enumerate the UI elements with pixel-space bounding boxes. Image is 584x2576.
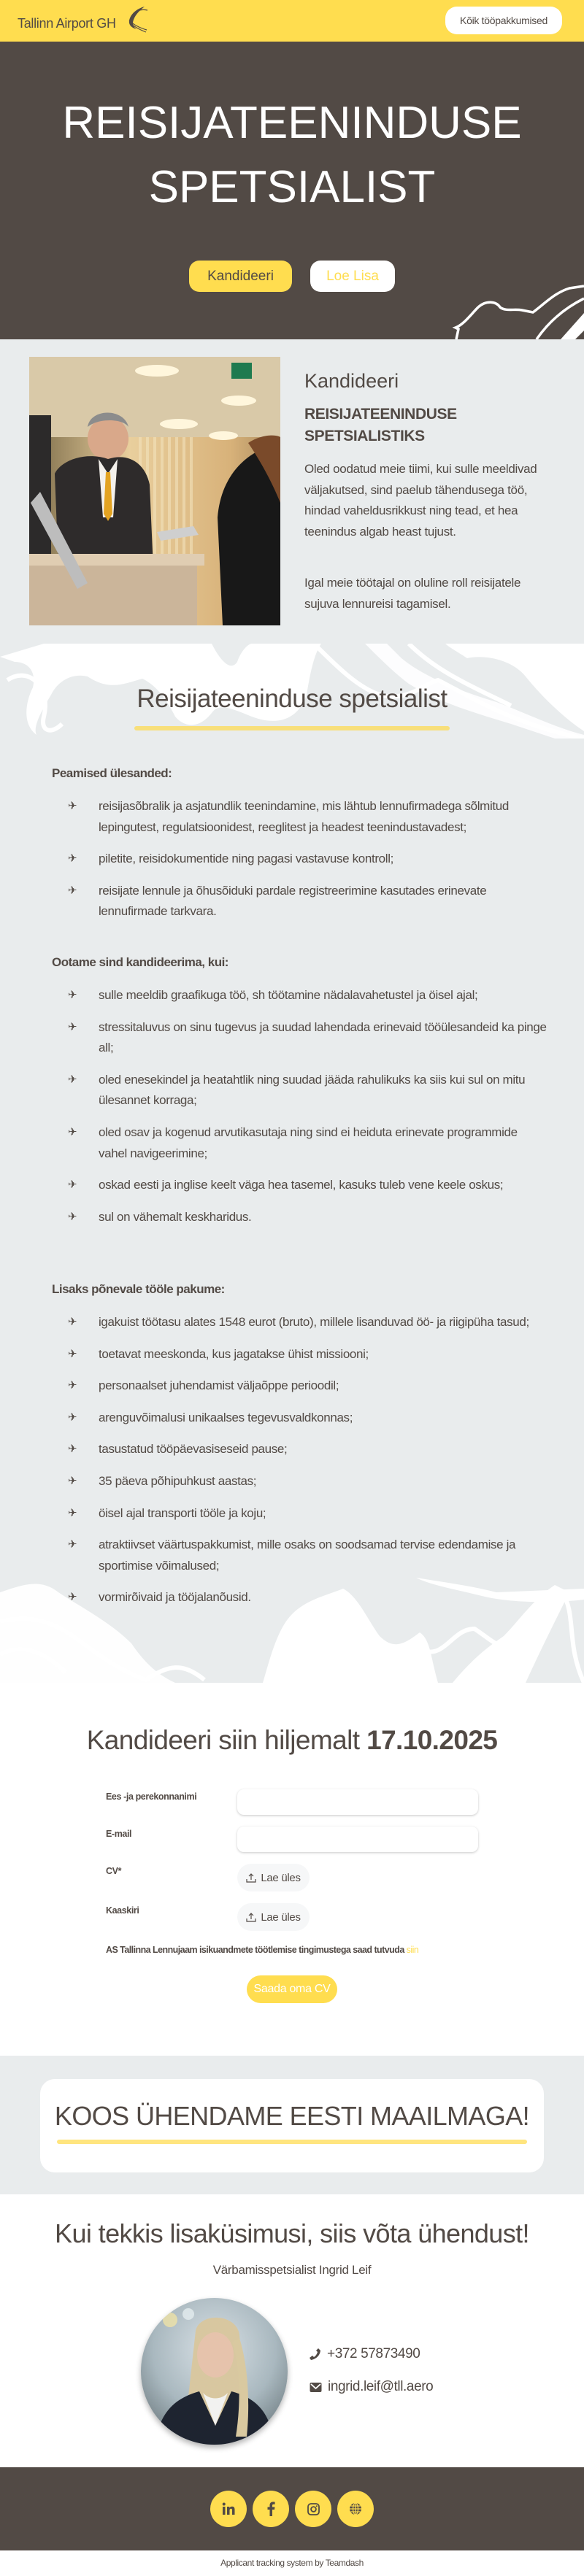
airplane-bullet-icon: ✈ [68,852,77,865]
check-in-desk-photo [29,357,280,625]
airplane-bullet-icon: ✈ [68,1125,77,1138]
list-item: ✈ toetavat meeskonda, kus jagatakse ühist missiooni; [52,1344,548,1365]
list-item: ✈ öisel ajal transporti tööle ja koju; [52,1503,548,1524]
airplane-bullet-icon: ✈ [68,1347,77,1360]
apply-deadline: 17.10.2025 [366,1725,498,1755]
send-cv-button[interactable]: Saada oma CV [247,1975,337,2003]
contact-title: Kui tekkis lisaküsimusi, siis võta ühendust! [55,2218,529,2248]
footer-credit[interactable]: Applicant tracking system by Teamdash [220,2558,364,2568]
website-globe-icon [349,2502,362,2515]
list-item: ✈ piletite, reisidokumentide ning pagasi vastavuse kontroll; [52,849,548,870]
cv-upload-button[interactable] [237,1864,310,1891]
envelope-icon [310,2382,322,2393]
intro-heading [304,404,545,447]
all-jobs-button[interactable]: Kõik tööpakkumised [445,7,562,34]
facebook-link[interactable] [253,2491,289,2527]
job-description-section [0,644,584,1683]
list-item: ✈ personaalset juhendamist väljaõppe perioodil; [52,1376,548,1397]
list-item: ✈ sul on vähemalt keskharidus. [52,1207,548,1228]
map-outline-decoration [394,261,584,339]
intro-paragraph: Igal meie töötajal on oluline roll reisijatele sujuva lennureisi tagamisel. [304,576,521,611]
swallow-logo-icon [120,4,150,34]
list-item: ✈ 35 päeva põhipuhkust aastas; [52,1471,548,1492]
hero-section [0,42,584,339]
hero-title-line1: REISIJATEENINDUSE [62,98,522,148]
description-title: Reisijateeninduse spetsialist [137,685,447,713]
airplane-bullet-icon: ✈ [68,1179,77,1192]
name-input[interactable] [237,1789,478,1815]
email-address: ingrid.leif@tll.aero [328,2379,434,2394]
read-more-button[interactable]: Loe Lisa [310,261,395,292]
title-underline [134,726,450,730]
airplane-bullet-icon: ✈ [68,1538,77,1551]
facebook-icon [266,2502,275,2516]
section-heading-duties: Peamised ülesanded: [52,766,172,780]
requirements-list [52,985,548,1238]
cover-letter-upload-button[interactable] [237,1903,310,1931]
privacy-notice [106,1945,418,1955]
airplane-bullet-icon: ✈ [68,1506,77,1519]
intro-kicker: Kandideeri [304,370,399,392]
airplane-bullet-icon: ✈ [68,884,77,897]
list-item: ✈ vormirõivaid ja tööjalanõusid. [52,1587,548,1608]
airplane-bullet-icon: ✈ [68,1411,77,1424]
list-item: ✈ reisijasõbralik ja asjatundlik teenindamine, mis lähtub lennufirmadega sõlmitud lepingutest, regulatsioonidest, reeglitest ja headest teenindustavadest; [52,796,548,838]
airplane-bullet-icon: ✈ [68,1443,77,1456]
slogan-card [40,2079,544,2172]
email-input[interactable] [237,1827,478,1852]
privacy-text: AS Tallinna Lennujaam isikuandmete töötlemise tingimustega saad tutvuda [106,1945,404,1955]
recruiter-photo [141,2298,288,2445]
list-item: ✈ atraktiivset väärtuspakkumist, mille osaks on soodsamad tervise edendamise ja sportimise võimalused; [52,1535,548,1576]
instagram-link[interactable] [295,2491,331,2527]
phone-icon [310,2348,321,2361]
email-label: E-mail [106,1829,132,1839]
airplane-bullet-icon: ✈ [68,800,77,812]
footer [0,2467,584,2550]
slogan-section [0,2056,584,2194]
section-heading-benefits: Lisaks põnevale tööle pakume: [52,1282,225,1296]
apply-title [0,1725,584,1756]
contact-email[interactable] [310,2379,433,2395]
instagram-icon [307,2503,320,2515]
intro-paragraph: Oled oodatud meie tiimi, kui sulle meeldivad väljakutsed, sind paelub tähendusega töö, hindad vaheldusrikkust ning tead, et hea teenindus algab heast tujust. [304,462,537,539]
list-item: ✈ oskad eesti ja inglise keelt väga hea tasemel, kasuks tuleb vene keele oskus; [52,1175,548,1196]
name-label: Ees -ja perekonnanimi [106,1792,197,1802]
list-item: ✈ stressitaluvus on sinu tugevus ja suudad lahendada erinevaid tööülesandeid ka pinge all; [52,1017,548,1059]
upload-label: Lae üles [261,1871,301,1884]
apply-button[interactable]: Kandideeri [189,261,292,292]
airplane-bullet-icon: ✈ [68,1020,77,1033]
airplane-bullet-icon: ✈ [68,1316,77,1328]
airplane-bullet-icon: ✈ [68,1379,77,1392]
intro-heading-line2: SPETSIALISTIKS [304,428,425,444]
website-link[interactable] [337,2491,374,2527]
intro-heading-line1: REISIJATEENINDUSE [304,406,457,423]
list-item: ✈ oled osav ja kogenud arvutikasutaja ning sind ei heiduta erinevate programmide vahel navigeerimine; [52,1122,548,1164]
apply-title-prefix: Kandideeri siin hiljemalt [86,1725,360,1755]
privacy-link[interactable]: siin [406,1945,419,1955]
airplane-bullet-icon: ✈ [68,1474,77,1487]
contact-subtitle: Värbamisspetsialist Ingrid Leif [212,2263,372,2277]
list-item: ✈ oled enesekindel ja heatahtlik ning suudad jääda rahulikuks ka siis kui sul on mitu ülesannet korraga; [52,1070,548,1111]
phone-number: +372 57873490 [327,2346,420,2361]
site-header [0,0,584,42]
slogan-underline [57,2140,527,2144]
upload-label: Lae üles [261,1910,301,1924]
list-item: ✈ tasustatud tööpäevasiseseid pause; [52,1439,548,1460]
airplane-bullet-icon: ✈ [68,1591,77,1604]
cover-letter-label: Kaaskiri [106,1905,139,1916]
airplane-bullet-icon: ✈ [68,989,77,1001]
airplane-bullet-icon: ✈ [68,1073,77,1086]
linkedin-icon [222,2502,235,2515]
airplane-bullet-icon: ✈ [68,1210,77,1223]
hero-title-line2: SPETSIALIST [148,162,436,212]
contact-phone[interactable] [310,2346,420,2362]
duties-list [52,796,548,933]
upload-icon [246,1873,256,1883]
list-item: ✈ reisijate lennule ja õhusõiduki pardale registreerimine kasutades erinevate lennufirmade tarkvara. [52,881,548,922]
slogan-text: KOOS ÜHENDAME EESTI MAAILMAGA! [54,2101,530,2131]
intro-section [0,339,584,644]
logo-text[interactable]: Tallinn Airport GH [18,16,116,31]
benefits-list [52,1312,548,1619]
section-heading-requirements: Ootame sind kandideerima, kui: [52,955,228,969]
hero-title [0,91,584,220]
upload-icon [246,1912,256,1922]
list-item: ✈ sulle meeldib graafikuga töö, sh töötamine nädalavahetustel ja öisel ajal; [52,985,548,1006]
cv-label: CV* [106,1866,122,1876]
list-item: ✈ arenguvõimalusi unikaalses tegevusvaldkonnas; [52,1408,548,1429]
list-item: ✈ igakuist töötasu alates 1548 eurot (bruto), millele lisanduvad öö- ja riigipüha tasud; [52,1312,548,1333]
linkedin-link[interactable] [210,2491,247,2527]
